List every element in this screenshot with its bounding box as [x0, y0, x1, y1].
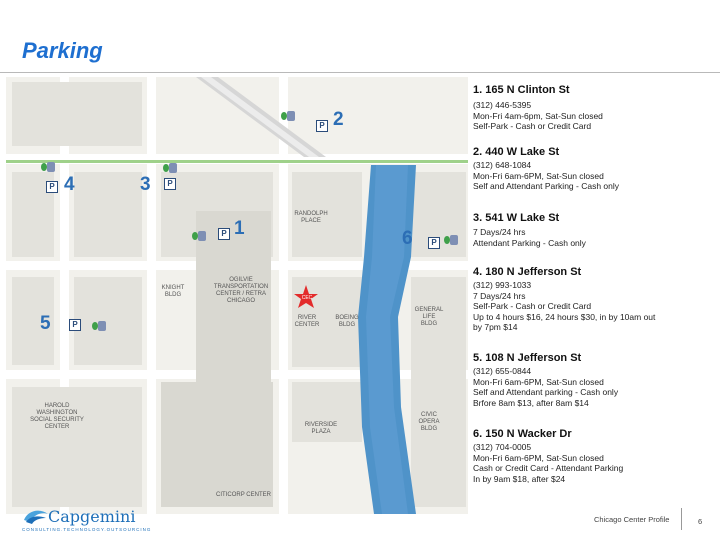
- star-label: CEC: [301, 295, 313, 301]
- map-label-randolph: RANDOLPH PLACE: [294, 211, 328, 224]
- page-title: Parking: [22, 38, 103, 63]
- map-label-citicorp: CITICORP CENTER: [216, 492, 271, 498]
- parking-sign-icon: P: [69, 319, 81, 331]
- map-label-riverside: RIVERSIDE PLAZA: [304, 422, 338, 435]
- listing-hours: 7 Days/24 hrs: [473, 227, 526, 237]
- logo-tagline: CONSULTING.TECHNOLOGY.OUTSOURCING: [22, 527, 152, 532]
- map-label-knight: KNIGHT BLDG: [161, 285, 185, 298]
- listing-rates: Up to 4 hours $16, 24 hours $30, in by 10am out: [473, 311, 656, 322]
- map-label-harold: HAROLD WASHINGTON SOCIAL SECURITY CENTER: [30, 403, 84, 430]
- parking-sign-icon: P: [316, 120, 328, 132]
- listing-phone: (312) 993-1033: [473, 280, 532, 290]
- parking-map: [6, 77, 468, 514]
- footer-divider: [681, 508, 682, 530]
- listing-rates: by 7pm $14: [473, 322, 518, 332]
- parking-sign-icon: P: [46, 181, 58, 193]
- listing-title: 5. 108 N Jefferson St: [473, 352, 582, 364]
- listing-hours: Mon-Fri 4am-6pm, Sat-Sun closed: [473, 110, 603, 121]
- listing-title: 6. 150 N Wacker Dr: [473, 428, 572, 440]
- listing-payment: Self-Park - Cash or Credit Card: [473, 121, 592, 131]
- map-label-civic: CIVIC OPERA BLDG: [418, 412, 440, 432]
- location-pin-icon[interactable]: [192, 230, 206, 242]
- title-divider: [0, 72, 720, 73]
- listing-hours: 7 Days/24 hrs: [473, 290, 526, 301]
- parking-number-3[interactable]: 3: [140, 174, 151, 195]
- listing-payment: Self and Attendant parking - Cash only: [473, 387, 619, 397]
- listing-phone: (312) 446-5395: [473, 100, 532, 110]
- parking-listing-3: [473, 212, 713, 248]
- location-pin-icon[interactable]: [41, 161, 55, 173]
- parking-number-5[interactable]: 5: [40, 313, 51, 334]
- listing-payment: Attendant Parking - Cash only: [473, 237, 586, 248]
- page-number: 6: [698, 517, 703, 526]
- listing-phone: (312) 655-0844: [473, 366, 532, 376]
- location-pin-icon[interactable]: [92, 320, 106, 332]
- listing-title: 1. 165 N Clinton St: [473, 84, 570, 96]
- parking-listing-1: [473, 84, 713, 132]
- parking-number-1[interactable]: 1: [234, 218, 245, 239]
- listing-title: 2. 440 W Lake St: [473, 146, 560, 158]
- location-pin-icon[interactable]: [163, 162, 177, 174]
- map-label-river-center: RIVER CENTER: [294, 315, 320, 328]
- logo-wordmark: Capgemini: [48, 507, 136, 526]
- listing-rates: Brfore 8am $13, after 8am $14: [473, 397, 589, 408]
- map-label-boeing: BOEING BLDG: [335, 315, 359, 328]
- map-label-ogilvie: OGILVIE TRANSPORTATION CENTER / RETRA CHICAGO: [213, 277, 269, 304]
- listing-payment: Self and Attendant Parking - Cash only: [473, 181, 620, 191]
- parking-listing-4: [473, 266, 713, 333]
- parking-listing-6: [473, 428, 713, 484]
- parking-sign-icon: P: [218, 228, 230, 240]
- document-title: Chicago Center Profile: [594, 515, 670, 524]
- location-pin-icon[interactable]: [281, 110, 295, 122]
- map-label-general: GENERAL LIFE BLDG: [414, 307, 444, 327]
- parking-number-2[interactable]: 2: [333, 109, 344, 130]
- listing-rates: In by 9am $18, after $24: [473, 473, 566, 484]
- listing-title: 3. 541 W Lake St: [473, 212, 560, 224]
- location-pin-icon[interactable]: [444, 234, 458, 246]
- parking-sign-icon: P: [164, 178, 176, 190]
- parking-number-6[interactable]: 6: [402, 228, 413, 249]
- parking-number-4[interactable]: 4: [64, 174, 75, 195]
- listing-phone: (312) 648-1084: [473, 160, 532, 170]
- parking-listing-2: [473, 146, 713, 192]
- parking-listing-5: [473, 352, 713, 408]
- listing-phone: (312) 704-0005: [473, 442, 532, 452]
- parking-sign-icon: P: [428, 237, 440, 249]
- listing-hours: Mon-Fri 6am-6PM, Sat-Sun closed: [473, 170, 604, 181]
- listing-hours: Mon-Fri 6am-6PM, Sat-Sun closed: [473, 376, 604, 387]
- listing-payment: Cash or Credit Card - Attendant Parking: [473, 463, 624, 473]
- listing-hours: Mon-Fri 6am-6PM, Sat-Sun closed: [473, 452, 604, 463]
- logo-spade-icon: [22, 508, 50, 526]
- listing-payment: Self-Park - Cash or Credit Card: [473, 301, 592, 311]
- listing-title: 4. 180 N Jefferson St: [473, 266, 582, 278]
